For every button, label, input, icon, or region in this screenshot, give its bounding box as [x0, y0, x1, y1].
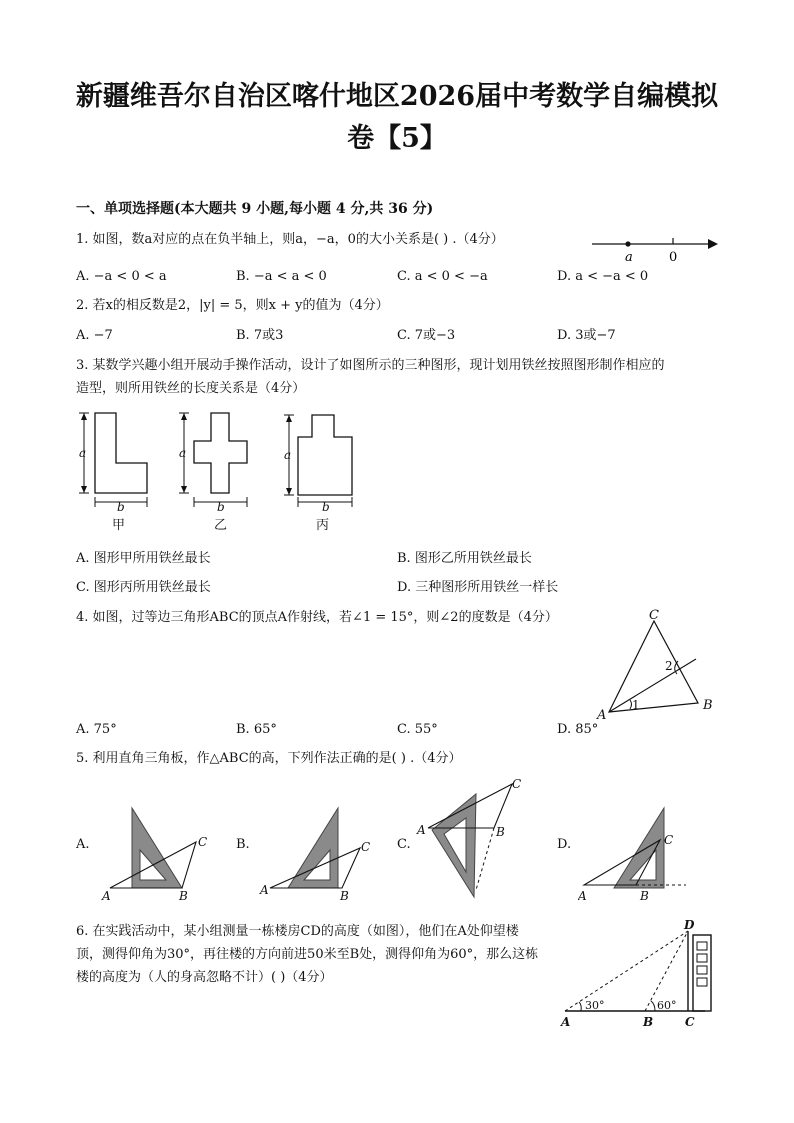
page-title-line1: 新疆维吾尔自治区喀什地区2026届中考数学自编模拟	[75, 81, 719, 112]
q3-option-c: C. 图形丙所用铁丝最长	[76, 580, 211, 595]
q3-bing-label-b: b	[322, 500, 330, 514]
q1-option-b: B. −a < a < 0	[236, 269, 327, 284]
q1-option-c: C. a < 0 < −a	[397, 269, 488, 284]
q4-label-c: C	[649, 608, 659, 623]
q1-number-line	[590, 230, 720, 266]
q4-triangle-figure	[590, 606, 725, 724]
q3-jia-label-b: b	[117, 500, 125, 514]
q6-angle-60: 60°	[657, 999, 677, 1012]
q6-angle-30: 30°	[585, 999, 605, 1012]
q4-option-c: C. 55°	[397, 722, 438, 737]
question-3-text-line1: 3. 某数学兴趣小组开展动手操作活动，设计了如图所示的三种图形，现计划用铁丝按照图形制作相应的	[76, 358, 665, 373]
q4-label-b: B	[703, 698, 713, 713]
question-2-text: 2. 若x的相反数是2，|y| = 5，则x + y的值为（4分）	[76, 298, 389, 313]
question-5-text: 5. 利用直角三角板，作△ABC的高，下列作法正确的是( ) .（4分）	[76, 751, 462, 766]
question-3-text-line2: 造型，则所用铁丝的长度关系是（4分）	[76, 381, 306, 396]
q5-option-a: A.	[76, 837, 90, 852]
q5-figure-b	[258, 800, 378, 904]
q6-building-figure	[555, 918, 725, 1030]
q5-option-c: C.	[397, 837, 411, 852]
q5c-label-b: B	[496, 825, 505, 839]
q3-figure-bing	[284, 415, 352, 533]
q3-jia-caption: 甲	[112, 518, 126, 533]
q4-angle-1: 1	[632, 698, 640, 712]
q1-label-0: 0	[669, 250, 678, 265]
q3-option-d: D. 三种图形所用铁丝一样长	[397, 580, 559, 595]
q1-point-a	[625, 241, 630, 246]
q1-option-a: A. −a < 0 < a	[76, 269, 167, 284]
q6-building	[693, 935, 711, 1011]
q2-option-a: A. −7	[76, 328, 113, 343]
q3-yi-label-b: b	[217, 500, 225, 514]
question-6-text-line3: 楼的高度为（人的身高忽略不计）( )（4分）	[76, 970, 333, 985]
q4-option-d: D. 85°	[557, 722, 599, 737]
q2-option-d: D. 3或−7	[557, 328, 616, 343]
q3-yi-label-a: a	[179, 446, 187, 460]
q5b-label-a: A	[260, 883, 269, 897]
page-title-line2: 卷【5】	[347, 123, 447, 154]
q4-option-a: A. 75°	[76, 722, 117, 737]
q4-label-a: A	[597, 708, 607, 723]
q3-figure-jia	[79, 413, 147, 533]
q5c-label-a: A	[417, 823, 426, 837]
q5-figure-d	[578, 800, 698, 904]
q5d-label-a: A	[578, 889, 587, 903]
q4-option-b: B. 65°	[236, 722, 277, 737]
q5d-label-c: C	[664, 833, 674, 847]
q3-yi-caption: 乙	[214, 518, 228, 533]
question-4-text: 4. 如图，过等边三角形ABC的顶点A作射线，若∠1 = 15°，则∠2的度数是（4分）	[76, 610, 558, 625]
q5b-label-b: B	[340, 889, 349, 903]
q5-figure-a	[100, 800, 220, 904]
q3-bing-caption: 丙	[316, 518, 330, 533]
q5d-label-b: B	[640, 889, 649, 903]
q2-option-b: B. 7或3	[236, 328, 284, 343]
q3-bing-label-a: a	[284, 448, 292, 462]
q6-label-c: C	[685, 1015, 695, 1029]
question-6-text-line2: 顶，测得仰角为30°，再往楼的方向前进50米至B处，测得仰角为60°，那么这栋	[76, 947, 539, 962]
q3-figure-yi	[179, 413, 247, 533]
q3-figures	[74, 405, 374, 535]
question-1-text: 1. 如图，数a对应的点在负半轴上，则a，−a，0的大小关系是( ) .（4分）	[76, 232, 504, 247]
q5a-label-a: A	[102, 889, 111, 903]
q5-option-d: D.	[557, 837, 572, 852]
q6-label-d: D	[684, 918, 695, 932]
q3-option-b: B. 图形乙所用铁丝最长	[397, 551, 532, 566]
q6-label-b: B	[643, 1015, 654, 1029]
q3-jia-label-a: a	[79, 446, 87, 460]
q5a-label-c: C	[198, 835, 208, 849]
section-heading: 一、单项选择题(本大题共 9 小题,每小题 4 分,共 36 分)	[76, 201, 434, 217]
q5c-label-c: C	[512, 777, 522, 791]
q3-option-a: A. 图形甲所用铁丝最长	[76, 551, 211, 566]
q1-label-a: a	[625, 250, 633, 265]
question-6-text-line1: 6. 在实践活动中，某小组测量一栋楼房CD的高度（如图），他们在A处仰望楼	[76, 924, 519, 939]
q5-option-b: B.	[236, 837, 250, 852]
q5-figure-c	[414, 772, 534, 902]
q6-label-a: A	[561, 1015, 571, 1029]
q1-option-d: D. a < −a < 0	[557, 269, 649, 284]
q4-angle-2: 2	[665, 659, 673, 673]
q5b-label-c: C	[361, 840, 371, 854]
q2-option-c: C. 7或−3	[397, 328, 456, 343]
q5a-label-b: B	[179, 889, 188, 903]
